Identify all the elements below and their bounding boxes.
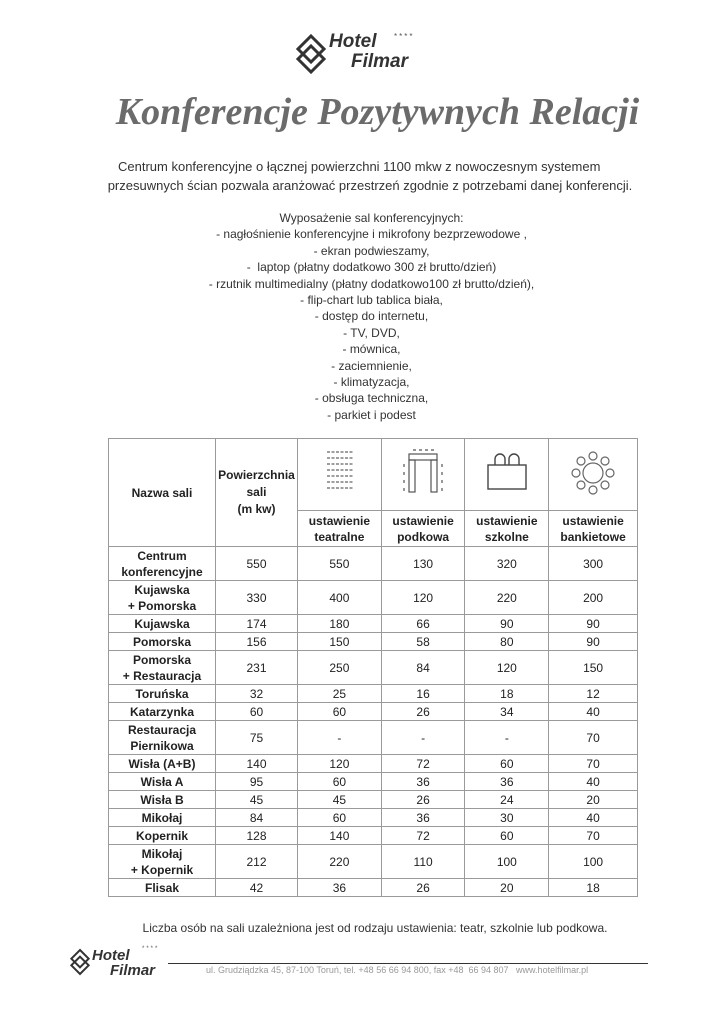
area-cell: 45 (216, 791, 298, 809)
theatre-cell: 36 (298, 879, 382, 897)
footer-divider (168, 963, 648, 964)
hall-name: Restauracja (127, 722, 197, 737)
banquet-cell: 200 (549, 581, 638, 615)
horseshoe-cell: 130 (381, 547, 465, 581)
hall-name: Pomorska (132, 634, 192, 649)
table-row (109, 633, 638, 651)
header-hall-name: Nazwa sali (109, 439, 216, 547)
school-cell: 320 (465, 547, 549, 581)
equipment-item: - parkiet i podest (327, 407, 416, 422)
horseshoe-cell: 26 (381, 703, 465, 721)
equipment-item: - zaciemnienie, (331, 358, 412, 373)
setup-label: podkowa (397, 529, 450, 544)
area-cell: 75 (216, 721, 298, 755)
table-row (109, 703, 638, 721)
setup-label: ustawienie (562, 513, 624, 528)
school-cell: 60 (465, 827, 549, 845)
hall-name: Kopernik (135, 828, 188, 843)
banquet-cell: 300 (549, 547, 638, 581)
banquet-cell: 100 (549, 845, 638, 879)
equipment-item: - laptop (płatny dodatkowo 300 zł brutto/dzień) (246, 260, 497, 275)
hall-name: + Kopernik (130, 862, 194, 877)
hall-name: Wisła B (140, 792, 184, 807)
school-cell: 30 (465, 809, 549, 827)
school-cell: 20 (465, 879, 549, 897)
equipment-item: - rzutnik multimedialny (płatny dodatkowo100 zł brutto/dzień), (208, 276, 535, 291)
area-cell: 42 (216, 879, 298, 897)
banquet-cell: 70 (549, 721, 638, 755)
header-setup-banquet (549, 511, 638, 547)
hall-name: konferencyjne (121, 564, 203, 579)
theatre-cell: 400 (298, 581, 382, 615)
setup-label: ustawienie (392, 513, 454, 528)
hall-name-cell (109, 581, 216, 615)
header-setup-theatre (298, 511, 382, 547)
logo-wordmark (92, 948, 155, 978)
hall-name-cell (109, 773, 216, 791)
horseshoe-cell: 72 (381, 827, 465, 845)
equipment-item: - obsługa techniczna, (314, 391, 429, 406)
horseshoe-cell: 36 (381, 809, 465, 827)
logo-hotel: Hotel (92, 947, 130, 964)
banquet-cell: 18 (549, 879, 638, 897)
hall-name-cell (109, 633, 216, 651)
table-row (109, 581, 638, 615)
banquet-cell: 90 (549, 615, 638, 633)
table-row (109, 651, 638, 685)
setup-label: szkolne (484, 529, 529, 544)
equipment-item: - klimatyzacja, (333, 375, 410, 390)
area-cell: 95 (216, 773, 298, 791)
intro-paragraph (60, 157, 680, 195)
header-area (216, 439, 298, 547)
equipment-item: - flip-chart lub tablica biała, (300, 293, 443, 308)
setup-label: ustawienie (308, 513, 371, 528)
hall-name: Mikołaj (141, 810, 183, 825)
equipment-item: - nagłośnienie konferencyjne i mikrofony bezprzewodowe , (216, 227, 527, 242)
theatre-cell: 550 (298, 547, 382, 581)
school-cell: 36 (465, 773, 549, 791)
horseshoe-cell: - (381, 721, 465, 755)
table-row (109, 685, 638, 703)
header-area-line: sali (246, 485, 267, 499)
equipment-list (0, 210, 725, 423)
equipment-item: - TV, DVD, (343, 325, 400, 340)
hall-name-cell (109, 651, 216, 685)
theatre-cell: 25 (298, 685, 382, 703)
horseshoe-cell: 36 (381, 773, 465, 791)
table-row (109, 879, 638, 897)
school-cell: 34 (465, 703, 549, 721)
hall-name: Piernikowa (130, 738, 194, 753)
theatre-cell: 180 (298, 615, 382, 633)
area-cell: 156 (216, 633, 298, 651)
intro-line-2: przesuwnych ścian pozwala aranżować przestrzeń zgodnie z potrzebami danej konferencji. (107, 178, 633, 193)
school-cell: 18 (465, 685, 549, 703)
table-row (109, 755, 638, 773)
theatre-cell: 250 (298, 651, 382, 685)
setup-label: teatralne (314, 529, 365, 544)
hall-name-cell (109, 809, 216, 827)
area-cell: 550 (216, 547, 298, 581)
hall-name-cell (109, 547, 216, 581)
school-cell: 80 (465, 633, 549, 651)
banquet-cell: 12 (549, 685, 638, 703)
hall-name: Mikołaj (141, 846, 183, 861)
banquet-cell: 70 (549, 827, 638, 845)
theatre-cell: 220 (298, 845, 382, 879)
banquet-cell: 150 (549, 651, 638, 685)
header-setup-horseshoe (381, 511, 465, 547)
area-cell: 32 (216, 685, 298, 703)
hall-name-cell (109, 845, 216, 879)
horseshoe-cell: 72 (381, 755, 465, 773)
banquet-layout-icon (549, 439, 638, 511)
hall-name: Kujawska (134, 616, 190, 631)
horseshoe-cell: 84 (381, 651, 465, 685)
equipment-heading: Wyposażenie sal konferencyjnych: (279, 211, 464, 225)
school-cell: 24 (465, 791, 549, 809)
hall-name: + Restauracja (122, 668, 202, 683)
theatre-cell: 60 (298, 773, 382, 791)
horseshoe-cell: 66 (381, 615, 465, 633)
theatre-cell: 60 (298, 809, 382, 827)
theatre-cell: - (298, 721, 382, 755)
hall-name: Pomorska (132, 652, 192, 667)
banquet-cell: 40 (549, 773, 638, 791)
horseshoe-cell: 58 (381, 633, 465, 651)
horseshoe-cell: 26 (381, 791, 465, 809)
equipment-item: - dostęp do internetu, (314, 309, 429, 324)
table-row (109, 791, 638, 809)
logo-stars: **** (142, 946, 160, 952)
horseshoe-cell: 16 (381, 685, 465, 703)
banquet-cell: 90 (549, 633, 638, 651)
setup-label: bankietowe (560, 529, 626, 544)
hall-name: + Pomorska (127, 598, 197, 613)
area-cell: 231 (216, 651, 298, 685)
setup-label: ustawienie (476, 513, 538, 528)
area-cell: 330 (216, 581, 298, 615)
page-title: Konferencje Pozytywnych Relacji (115, 91, 640, 133)
hall-name-cell (109, 755, 216, 773)
horseshoe-cell: 120 (381, 581, 465, 615)
school-cell: 220 (465, 581, 549, 615)
capacity-note: Liczba osób na sali uzależniona jest od rodzaju ustawienia: teatr, szkolnie lub podkowa. (142, 921, 608, 935)
footer-logo (70, 946, 180, 980)
logo-stars: **** (394, 32, 415, 41)
area-cell: 140 (216, 755, 298, 773)
logo-diamond-icon (296, 34, 326, 74)
hotel-logo (296, 30, 436, 80)
school-cell: 120 (465, 651, 549, 685)
school-cell: - (465, 721, 549, 755)
hall-name: Toruńska (135, 686, 189, 701)
theatre-cell: 120 (298, 755, 382, 773)
area-cell: 128 (216, 827, 298, 845)
banquet-cell: 20 (549, 791, 638, 809)
theatre-cell: 150 (298, 633, 382, 651)
hall-name: Wisła (A+B) (128, 756, 196, 771)
hall-name: Kujawska (134, 582, 190, 597)
hall-name-cell (109, 791, 216, 809)
hall-name: Centrum (137, 548, 187, 563)
table-row (109, 721, 638, 755)
school-cell: 60 (465, 755, 549, 773)
area-cell: 174 (216, 615, 298, 633)
hall-name-cell (109, 615, 216, 633)
footer-address: ul. Grudziądzka 45, 87-100 Toruń, tel. +48 56 66 94 800, fax +48 66 94 807 www.hotelfilmar.pl (206, 965, 589, 975)
equipment-item: - ekran podwieszamy, (313, 243, 430, 258)
school-cell: 100 (465, 845, 549, 879)
hall-name: Flisak (144, 880, 180, 895)
hall-name: Katarzynka (129, 704, 195, 719)
banquet-cell: 70 (549, 755, 638, 773)
logo-filmar: Filmar (110, 962, 156, 979)
horseshoe-cell: 26 (381, 879, 465, 897)
table-row (109, 809, 638, 827)
header-setup-school (465, 511, 549, 547)
banquet-cell: 40 (549, 809, 638, 827)
intro-line-1: Centrum konferencyjne o łącznej powierzchni 1100 mkw z nowoczesnym systemem (118, 159, 601, 174)
conference-halls-table (108, 438, 638, 897)
header-area-line: Powierzchnia (218, 468, 295, 482)
logo-hotel: Hotel (329, 31, 377, 52)
table-row (109, 845, 638, 879)
hall-name-cell (109, 703, 216, 721)
theatre-layout-icon (298, 439, 382, 511)
table-row (109, 615, 638, 633)
hall-name-cell (109, 827, 216, 845)
header-area-line: (m kw) (237, 502, 276, 516)
theatre-cell: 45 (298, 791, 382, 809)
table-body (109, 547, 638, 897)
horseshoe-cell: 110 (381, 845, 465, 879)
table-row (109, 773, 638, 791)
logo-filmar: Filmar (351, 51, 409, 72)
area-cell: 60 (216, 703, 298, 721)
theatre-cell: 140 (298, 827, 382, 845)
school-cell: 90 (465, 615, 549, 633)
hall-name-cell (109, 721, 216, 755)
hall-name-cell (109, 685, 216, 703)
equipment-item: - mównica, (342, 342, 401, 357)
area-cell: 212 (216, 845, 298, 879)
table-row (109, 547, 638, 581)
hall-name: Wisła A (140, 774, 184, 789)
horseshoe-layout-icon (381, 439, 465, 511)
hall-name-cell (109, 879, 216, 897)
table-row (109, 827, 638, 845)
area-cell: 84 (216, 809, 298, 827)
school-layout-icon (465, 439, 549, 511)
theatre-cell: 60 (298, 703, 382, 721)
logo-diamond-icon (70, 948, 90, 976)
banquet-cell: 40 (549, 703, 638, 721)
